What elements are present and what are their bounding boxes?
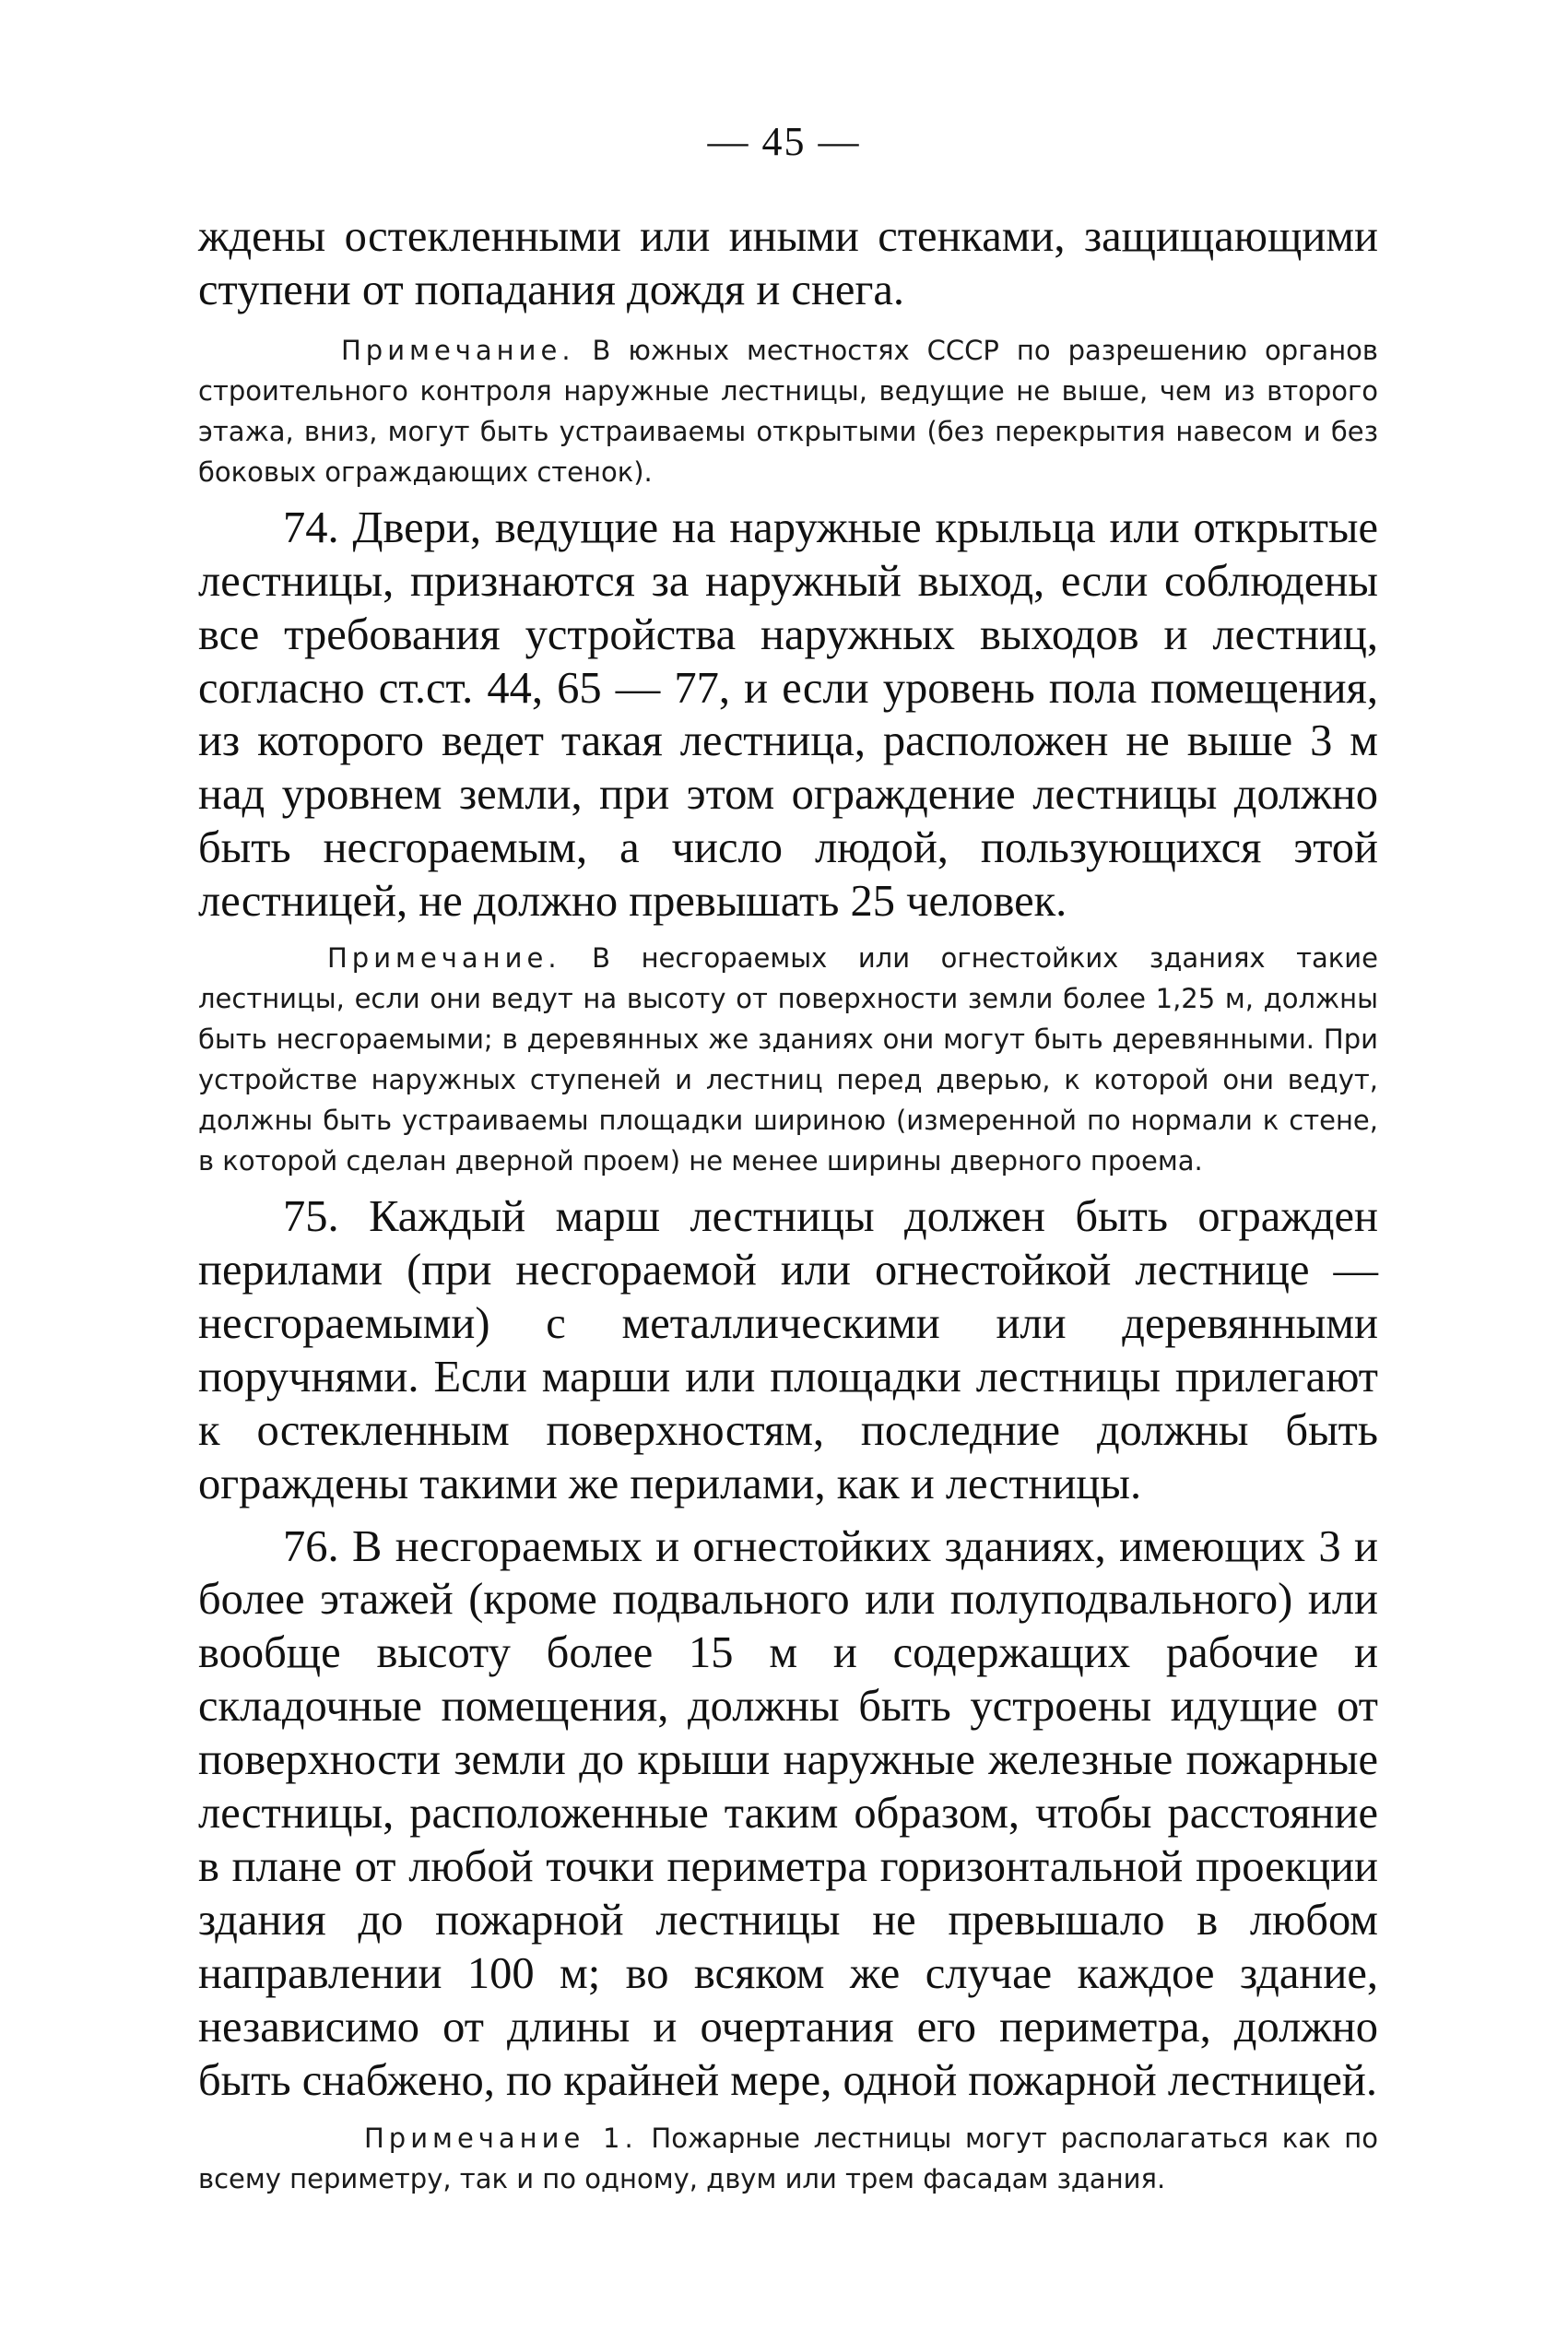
note-text: В южных местностях СССР по разрешению органов строительного контроля наружные лестницы, ведущие не выше, чем из второго этажа, вниз, могут быть устраиваемы открытыми (без перекрытия навесом и без боковых ограждающих стенок). bbox=[198, 334, 1378, 488]
paragraph-74: 74. Двери, ведущие на наружные крыльца или открытые лестницы, признаются за наружный выход, если соблюдены все требования устройства наружных выходов и лестниц, согласно ст.ст. 44, 65 — 77, и если уровень пола помещения, из которого ведет такая лестница, расположен не выше 3 м над уровнем земли, при этом ограждение лестницы должно быть несгораемым, а число людой, пользующихся этой лестницей, не должно превышать 25 человек. bbox=[198, 503, 1378, 927]
note-label: Примечание. bbox=[341, 334, 575, 366]
note-label: Примечание. bbox=[327, 942, 561, 975]
paragraph-75: 75. Каждый марш лестницы должен быть огражден перилами (при несгораемой или огнестойкой лестнице — несгораемыми) с металлическими или деревянными поручнями. Если марши или площадки лестницы прилегают к остекленным поверхностям, последние должны быть ограждены такими же перилами, как и лестницы. bbox=[198, 1192, 1378, 1508]
note-text: Пожарные лестницы могут располагаться как по всему периметру, так и по одному, двум или трем фасадам здания. bbox=[198, 2123, 1378, 2195]
note-74 bbox=[198, 938, 1378, 1181]
note-76-1 bbox=[198, 2118, 1378, 2199]
paragraph-76: 76. В несгораемых и огнестойких зданиях, имеющих 3 и более этажей (кроме подвального или полуподвального) или вообще высоту более 15 м и содержащих рабочие и складочные помещения, должны быть устроены идущие от поверхности земли до крыши наружные железные пожарные лестницы, расположенные таким образом, чтобы расстояние в плане от любой точки периметра горизонтальной проекции здания до пожарной лестницы не превышало в любом направлении 100 м; во всяком же случае каждое здание, независимо от длины и очертания его периметра, должно быть снабжено, по крайней мере, одной пожарной лестницей. bbox=[198, 1521, 1378, 2105]
paragraph-continuation: ждены остекленными или иными стенками, защищающими ступени от попадания дождя и снега. bbox=[198, 212, 1378, 314]
page-body bbox=[198, 210, 1378, 2199]
page-number: — 45 — bbox=[707, 119, 861, 164]
note-southern-regions bbox=[198, 330, 1378, 492]
note-text: В несгораемых или огнестойких зданиях такие лестницы, если они ведут на высоту от поверхности земли более 1,25 м, должны быть несгораемыми; в деревянных же зданиях они могут быть деревянными. При устройстве наружных ступеней и лестниц перед дверью, к которой они ведут, должны быть устраиваемы площадки шириною (измеренной по нормали к стене, в которой сделан дверной проем) не менее ширины дверного проема. bbox=[198, 942, 1378, 1177]
note-label: Примечание 1. bbox=[364, 2123, 638, 2155]
